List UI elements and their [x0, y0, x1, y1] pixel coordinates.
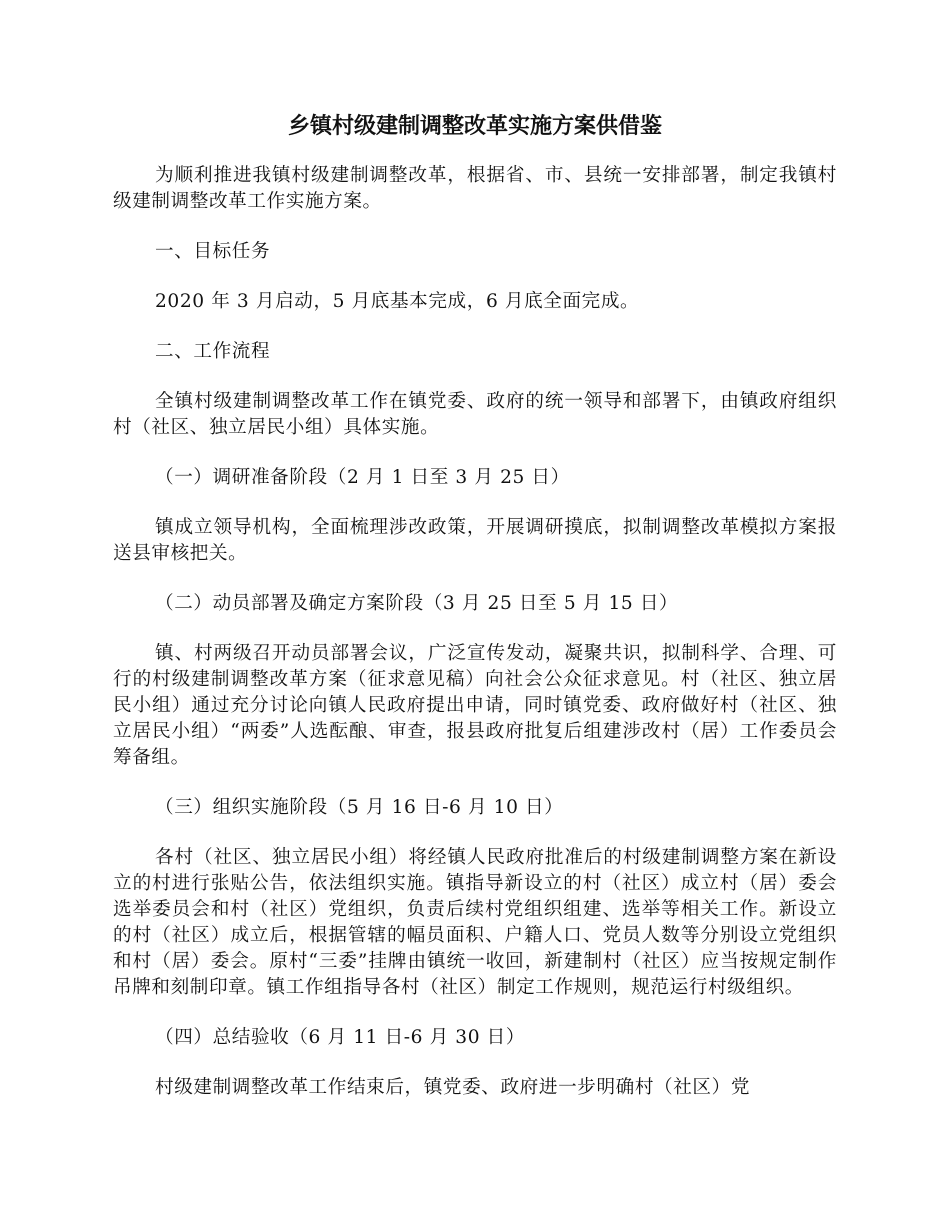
spacer	[113, 142, 837, 163]
heading-workflow: 二、工作流程	[155, 341, 271, 362]
spacer	[113, 441, 837, 465]
spacer	[113, 567, 837, 591]
document-body	[113, 110, 837, 1101]
spacer	[113, 265, 837, 289]
spacer	[113, 821, 837, 845]
subheading-stage-2: （二）动员部署及确定方案阶段（3 月 25 日至 5 月 15 日）	[155, 593, 679, 614]
subheading-stage-4: （四）总结验收（6 月 11 日-6 月 30 日）	[155, 1027, 526, 1048]
paragraph-intro: 为顺利推进我镇村级建制调整改革，根据省、市、县统一安排部署，制定我镇村级建制调整改革工作实施方案。	[113, 165, 837, 212]
paragraph-stage-3: 各村（社区、独立居民小组）将经镇人民政府批准后的村级建制调整方案在新设立的村进行张贴公告，依法组织实施。镇指导新设立的村（社区）成立村（居）委会选举委员会和村（社区）党组织，负责后续村党组织组建、选举等相关工作。新设立的村（社区）成立后，根据管辖的幅员面积、户籍人口、党员人数等分别设立党组织和村（居）委会。原村“三委”挂牌由镇统一收回，新建制村（社区）应当按规定制作吊牌和刻制印章。镇工作组指导各村（社区）制定工作规则，规范运行村级组织。	[113, 847, 837, 998]
spacer	[113, 617, 837, 641]
document-title: 乡镇村级建制调整改革实施方案供借鉴	[287, 113, 662, 139]
subheading-stage-3: （三）组织实施阶段（5 月 16 日-6 月 10 日）	[155, 797, 564, 818]
paragraph-stage-4: 村级建制调整改革工作结束后，镇党委、政府进一步明确村（社区）党	[155, 1077, 751, 1098]
spacer	[113, 491, 837, 515]
heading-goals: 一、目标任务	[155, 241, 271, 262]
spacer	[113, 1051, 837, 1075]
paragraph-stage-1: 镇成立领导机构，全面梳理涉改政策，开展调研摸底，拟制调整改革模拟方案报送县审核把关。	[113, 517, 837, 564]
subheading-stage-1: （一）调研准备阶段（2 月 1 日至 3 月 25 日）	[155, 467, 570, 488]
paragraph-workflow: 全镇村级建制调整改革工作在镇党委、政府的统一领导和部署下，由镇政府组织村（社区、独立居民小组）具体实施。	[113, 391, 837, 438]
paragraph-timeline: 2020 年 3 月启动，5 月底基本完成，6 月底全面完成。	[155, 291, 640, 312]
paragraph-stage-2: 镇、村两级召开动员部署会议，广泛宣传发动，凝聚共识，拟制科学、合理、可行的村级建制调整改革方案（征求意见稿）向社会公众征求意见。村（社区、独立居民小组）通过充分讨论向镇人民政府提出申请，同时镇党委、政府做好村（社区、独立居民小组）“两委”人选酝酿、审查，报县政府批复后组建涉改村（居）工作委员会筹备组。	[113, 643, 837, 768]
spacer	[113, 771, 837, 795]
spacer	[113, 215, 837, 239]
spacer	[113, 315, 837, 339]
spacer	[113, 1001, 837, 1025]
spacer	[113, 365, 837, 389]
